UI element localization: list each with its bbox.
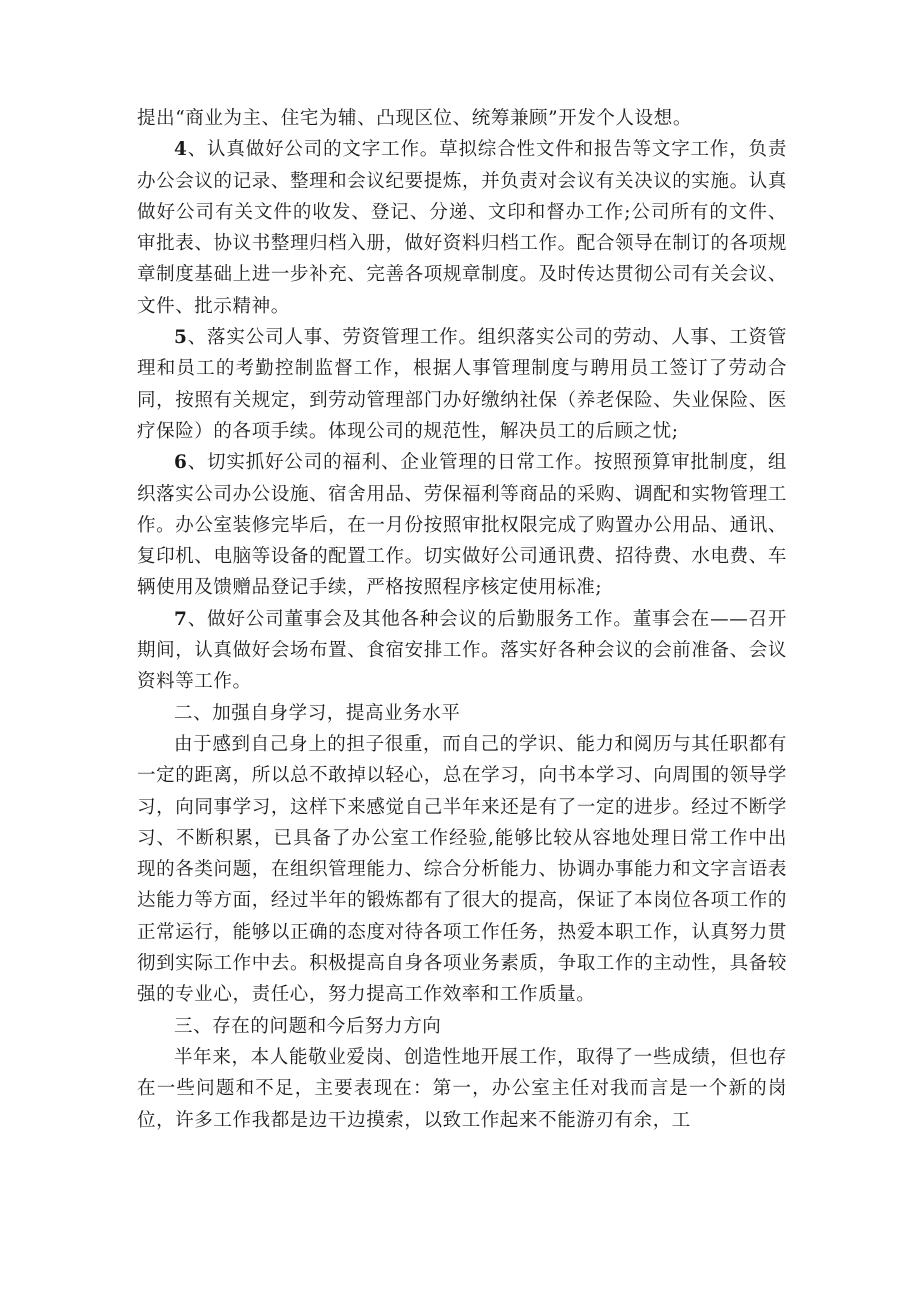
paragraph-text: 、做好公司董事会及其他各种会议的后勤服务工作。董事会在——召开期间，认真做好会场布置、食宿安排工作。落实好各种会议的会前准备、会议资料等工作。 bbox=[137, 608, 787, 693]
item-number: 5 bbox=[174, 327, 188, 349]
paragraph-study: 由于感到自己身上的担子很重，而自己的学识、能力和阅历与其任职都有一定的距离，所以总不敢掉以轻心，总在学习，向书本学习、向周围的领导学习，向同事学习，这样下来感觉自己半年来还是有了一定的进步。经过不断学习、不断积累，已具备了办公室工作经验,能够比较从容地处理日常工作中出现的各类问题，在组织管理能力、综合分析能力、协调办事能力和文字言语表达能力等方面，经过半年的锻炼都有了很大的提高，保证了本岗位各项工作的正常运行，能够以正确的态度对待各项工作任务，热爱本职工作，认真努力贯彻到实际工作中去。积极提高自身各项业务素质，争取工作的主动性，具备较强的专业心，责任心，努力提高工作效率和工作质量。 bbox=[137, 733, 787, 1006]
paragraph-item-6 bbox=[137, 447, 787, 603]
paragraph-item-7 bbox=[137, 604, 787, 698]
item-number: 7 bbox=[174, 608, 188, 630]
item-number: 4 bbox=[174, 139, 188, 161]
section-heading-problems: 三、存在的问题和今后努力方向 bbox=[174, 1015, 442, 1037]
document-page bbox=[137, 103, 787, 1136]
paragraph-text: 、切实抓好公司的福利、企业管理的日常工作。按照预算审批制度，组织落实公司办公设施、宿舍用品、劳保福利等商品的采购、调配和实物管理工作。办公室装修完毕后，在一月份按照审批权限完成了购置办公用品、通讯、复印机、电脑等设备的配置工作。切实做好公司通讯费、招待费、水电费、车辆使用及馈赠品登记手续，严格按照程序核定使用标准; bbox=[137, 452, 787, 599]
paragraph-item-5 bbox=[137, 322, 787, 447]
paragraph-text: 、认真做好公司的文字工作。草拟综合性文件和报告等文字工作，负责办公会议的记录、整理和会议纪要提炼，并负责对会议有关决议的实施。认真做好公司有关文件的收发、登记、分递、文印和督办工作;公司所有的文件、审批表、协议书整理归档入册，做好资料归档工作。配合领导在制订的各项规章制度基础上进一步补充、完善各项规章制度。及时传达贯彻公司有关会议、文件、批示精神。 bbox=[137, 139, 787, 317]
paragraph-intro bbox=[137, 103, 787, 134]
paragraph-item-4 bbox=[137, 134, 787, 322]
paragraph-text: 、落实公司人事、劳资管理工作。组织落实公司的劳动、人事、工资管理和员工的考勤控制监督工作，根据人事管理制度与聘用员工签订了劳动合同，按照有关规定，到劳动管理部门办好缴纳社保（养老保险、失业保险、医疗保险）的各项手续。体现公司的规范性，解决员工的后顾之忧; bbox=[137, 327, 787, 442]
item-number: 6 bbox=[174, 452, 188, 474]
paragraph-problems: 半年来，本人能敬业爱岗、创造性地开展工作，取得了一些成绩，但也存在一些问题和不足，主要表现在：第一，办公室主任对我而言是一个新的岗位，许多工作我都是边干边摸索，以致工作起来不能游刃有余，工 bbox=[137, 1046, 787, 1131]
paragraph-text: 提出“商业为主、住宅为辅、凸现区位、统筹兼顾”开发个人设想。 bbox=[137, 108, 692, 129]
section-heading-study: 二、加强自身学习，提高业务水平 bbox=[174, 702, 461, 724]
